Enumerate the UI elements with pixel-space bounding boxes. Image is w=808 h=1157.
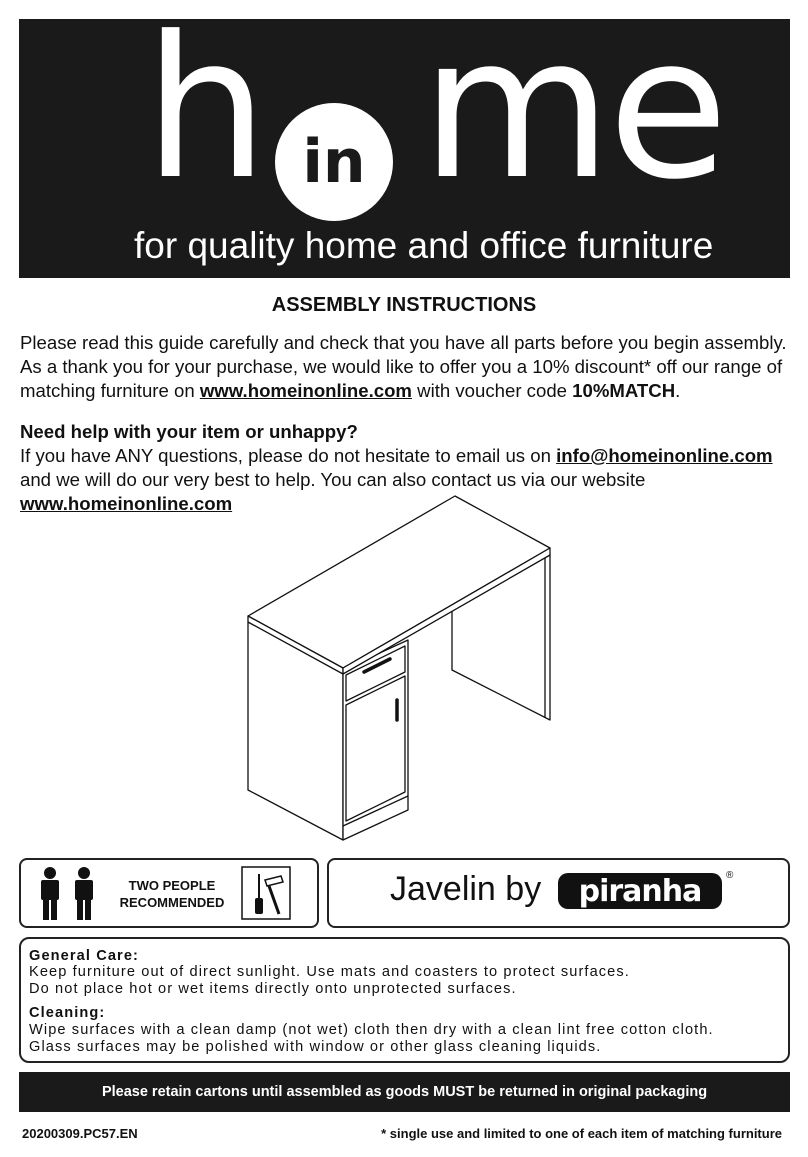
piranha-logo	[556, 869, 726, 913]
cleaning-line-2: Glass surfaces may be polished with window or other glass cleaning liquids.	[29, 1039, 602, 1055]
help-line-2: and we will do our very best to help. You can also contact us via our website	[20, 469, 646, 490]
page-title: ASSEMBLY INSTRUCTIONS	[271, 294, 537, 316]
logo-letter-h: h	[144, 0, 265, 223]
general-care-line-2: Do not place hot or wet items directly onto unprotected surfaces.	[29, 981, 517, 997]
intro-line-1: Please read this guide carefully and check that you have all parts before you begin assembly.	[20, 332, 787, 353]
product-name: Javelin by	[390, 870, 542, 908]
cleaning-heading: Cleaning:	[29, 1005, 106, 1021]
intro-text: with voucher code	[411, 380, 573, 401]
logo-letters-me: me	[421, 0, 725, 223]
voucher-code: 10%MATCH	[572, 380, 676, 401]
intro-line-2: As a thank you for your purchase, we would like to offer you a 10% discount* off our range of	[20, 356, 783, 377]
brand-tagline: for quality home and office furniture	[134, 225, 714, 266]
general-care-heading: General Care:	[29, 948, 140, 964]
website-link[interactable]: www.homeinonline.com	[199, 380, 412, 401]
tools-icon	[241, 866, 291, 920]
help-heading: Need help with your item or unhappy?	[20, 421, 358, 442]
two-people-icon	[36, 866, 100, 922]
intro-text: .	[675, 380, 681, 401]
website-link[interactable]: www.homeinonline.com	[20, 493, 233, 514]
help-text: If you have ANY questions, please do not hesitate to email us on	[20, 445, 557, 466]
recommend-line-2: RECOMMENDED	[119, 895, 225, 910]
recommend-line-1: TWO PEOPLE	[128, 878, 216, 893]
general-care-line-1: Keep furniture out of direct sunlight. Use mats and coasters to protect surfaces.	[29, 964, 630, 980]
cleaning-line-1: Wipe surfaces with a clean damp (not wet) cloth then dry with a clean lint free cotton cloth.	[29, 1022, 714, 1038]
registered-mark: ®	[726, 870, 734, 881]
logo-in-text: in	[302, 127, 366, 197]
intro-text: matching furniture on	[20, 380, 200, 401]
email-link[interactable]: info@homeinonline.com	[556, 445, 773, 466]
two-people-recommended	[104, 877, 240, 911]
piranha-text: piranha	[578, 874, 702, 909]
footnote: * single use and limited to one of each item of matching furniture	[381, 1126, 782, 1141]
document-code: 20200309.PC57.EN	[22, 1126, 138, 1141]
retain-cartons-notice: Please retain cartons until assembled as goods MUST be returned in original packaging	[19, 1072, 790, 1112]
